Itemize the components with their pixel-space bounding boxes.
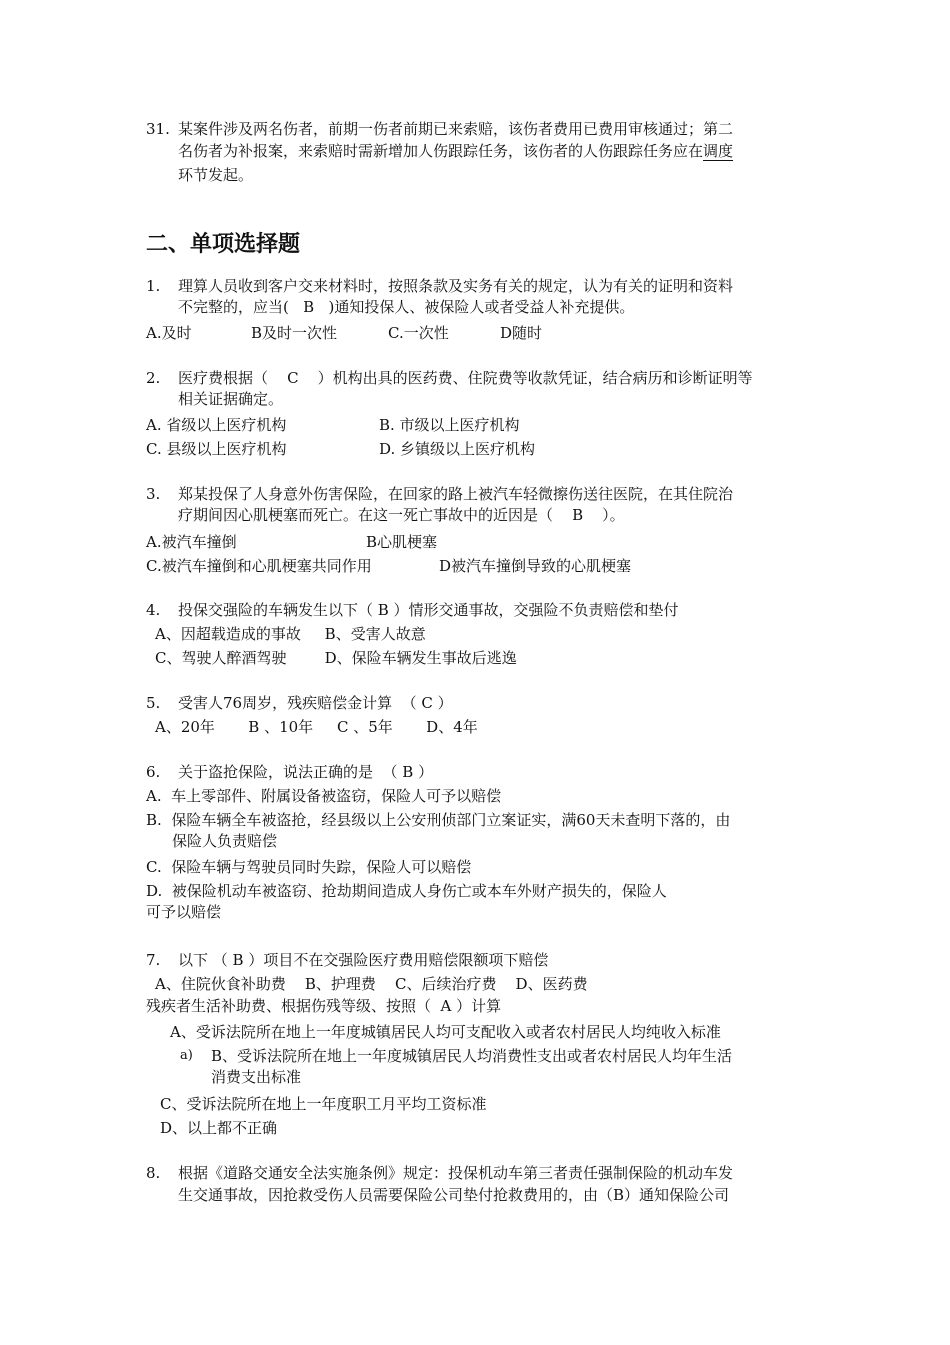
option-c: C.一次性 bbox=[388, 324, 449, 342]
question-text: 生交通事故，因抢救受伤人员需要保险公司垫付抢救费用的，由（B）通知保险公司 bbox=[178, 1186, 730, 1204]
option-a: A. 车上零部件、附属设备被盗窃，保险人可予以赔偿 bbox=[146, 787, 502, 805]
question-text: 受害人76周岁，残疾赔偿金计算 （ C ） bbox=[178, 694, 453, 712]
option-c: C.被汽车撞倒和心肌梗塞共同作用 bbox=[146, 557, 372, 575]
fill-in-answer: 调度 bbox=[703, 142, 734, 160]
question-number: 6. bbox=[146, 763, 161, 781]
question-text: 以下 （ B ）项目不在交强险医疗费用赔偿限额项下赔偿 bbox=[178, 951, 549, 969]
option-b: B. 保险车辆全车被盗抢，经县级以上公安刑侦部门立案证实，满60天未查明下落的，由 bbox=[146, 811, 731, 829]
option-b: B、受诉法院所在地上一年度城镇居民人均消费性支出或者农村居民人均年生活 bbox=[211, 1047, 733, 1065]
section-title: 二、单项选择题 bbox=[146, 231, 301, 257]
question-text: 环节发起。 bbox=[178, 166, 254, 184]
option-b-continued: 消费支出标准 bbox=[211, 1068, 302, 1086]
question-number: 3. bbox=[146, 485, 161, 503]
option-a: A. 省级以上医疗机构 bbox=[146, 416, 287, 434]
question-text: 根据《道路交通安全法实施条例》规定：投保机动车第三者责任强制保险的机动车发 bbox=[178, 1164, 734, 1182]
option-c: C. 保险车辆与驾驶员同时失踪，保险人可以赔偿 bbox=[146, 858, 472, 876]
option-d: D、以上都不正确 bbox=[160, 1119, 278, 1137]
question-text: 理算人员收到客户交来材料时，按照条款及实务有关的规定，认为有关的证明和资料 bbox=[178, 277, 734, 295]
question-text: 疗期间因心肌梗塞而死亡。在这一死亡事故中的近因是（ B ）。 bbox=[178, 506, 625, 524]
list-marker: a) bbox=[180, 1048, 193, 1063]
question-number: 1. bbox=[146, 277, 161, 295]
question-text: 医疗费根据（ C ）机构出具的医药费、住院费等收款凭证，结合病历和诊断证明等 bbox=[178, 369, 753, 387]
options-line: A、20年 B 、10年 C 、5年 D、4年 bbox=[155, 718, 478, 736]
options-line: A、因超载造成的事故 B、受害人故意 bbox=[155, 625, 426, 643]
option-b-continued: 保险人负责赔偿 bbox=[172, 832, 278, 850]
option-c: C、受诉法院所在地上一年度职工月平均工资标准 bbox=[160, 1095, 487, 1113]
question-text: 残疾者生活补助费、根据伤残等级、按照（ A ）计算 bbox=[146, 997, 502, 1015]
question-text: 郑某投保了人身意外伤害保险，在回家的路上被汽车轻微擦伤送往医院，在其住院治 bbox=[178, 485, 734, 503]
option-b: B. 市级以上医疗机构 bbox=[379, 416, 520, 434]
options-line: A、住院伙食补助费 B、护理费 C、后续治疗费 D、医药费 bbox=[155, 975, 588, 993]
options-line: C、驾驶人醉酒驾驶 D、保险车辆发生事故后逃逸 bbox=[155, 649, 517, 667]
question-text: 某案件涉及两名伤者，前期一伤者前期已来索赔，该伤者费用已费用审核通过；第二 bbox=[178, 120, 734, 138]
question-number: 4. bbox=[146, 601, 161, 619]
question-text: 关于盗抢保险，说法正确的是 （ B ） bbox=[178, 763, 434, 781]
option-b: B心肌梗塞 bbox=[366, 533, 438, 551]
option-a: A.及时 bbox=[146, 324, 192, 342]
option-d: D被汽车撞倒导致的心肌梗塞 bbox=[439, 557, 632, 575]
option-d: D随时 bbox=[500, 324, 543, 342]
question-number: 7. bbox=[146, 951, 161, 969]
question-text-part: 名伤者为补报案，来索赔时需新增加人伤跟踪任务，该伤者的人伤跟踪任务应在 bbox=[178, 142, 704, 160]
question-number: 8. bbox=[146, 1164, 161, 1182]
question-text: 不完整的，应当( B )通知投保人、被保险人或者受益人补充提供。 bbox=[178, 298, 635, 316]
option-b: B及时一次性 bbox=[251, 324, 338, 342]
option-a: A.被汽车撞倒 bbox=[146, 533, 237, 551]
question-text: 相关证据确定。 bbox=[178, 390, 284, 408]
option-a: A、受诉法院所在地上一年度城镇居民人均可支配收入或者农村居民人均纯收入标准 bbox=[170, 1023, 721, 1041]
question-number: 2. bbox=[146, 369, 161, 387]
option-c: C. 县级以上医疗机构 bbox=[146, 440, 287, 458]
option-d: D. 乡镇级以上医疗机构 bbox=[379, 440, 536, 458]
question-number: 5. bbox=[146, 694, 161, 712]
question-number: 31. bbox=[146, 120, 170, 138]
question-text bbox=[178, 140, 733, 162]
question-text: 投保交强险的车辆发生以下（ B ）情形交通事故，交强险不负责赔偿和垫付 bbox=[178, 601, 679, 619]
option-d-continued: 可予以赔偿 bbox=[146, 903, 222, 921]
option-d: D. 被保险机动车被盗窃、抢劫期间造成人身伤亡或本车外财产损失的，保险人 bbox=[146, 882, 667, 900]
